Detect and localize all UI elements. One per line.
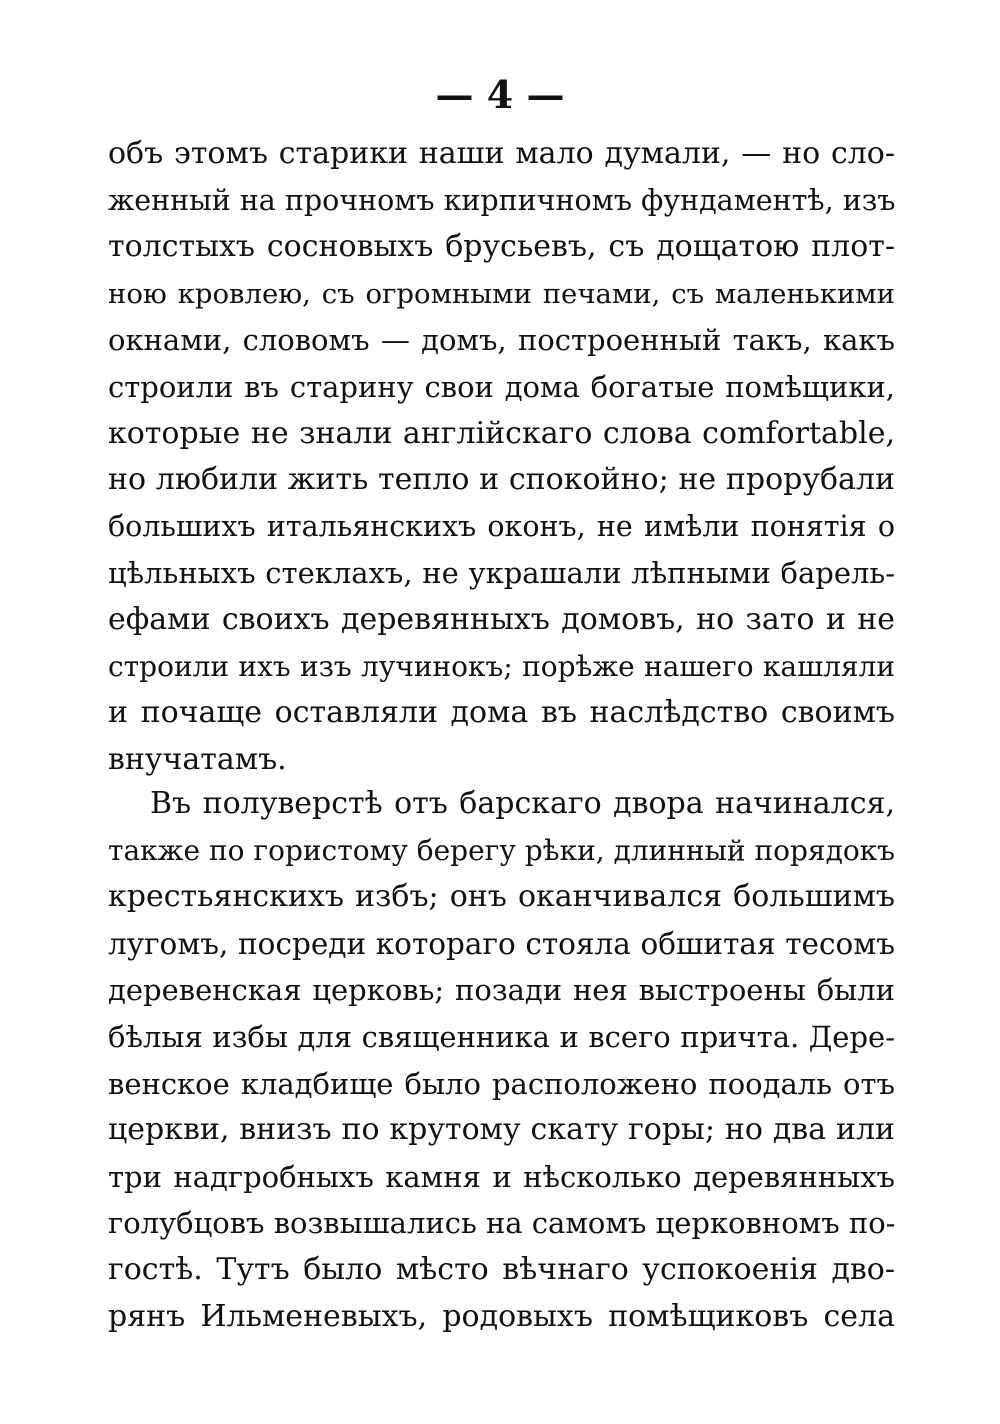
text-line: крестьянскихъ избъ; онъ оканчивался большимъ — [108, 879, 895, 915]
text-line: бѣлыя избы для священника и всего причта. Дере- — [108, 1019, 895, 1054]
text-line: окнами, словомъ — домъ, построенный такъ, какъ — [108, 323, 895, 358]
text-line: которые не знали англійскаго слова comfortable, — [108, 415, 895, 451]
text-line: ною кровлею, съ огромными печами, съ маленькими — [108, 277, 895, 310]
text-line: цѣльныхъ стеклахъ, не украшали лѣпными барель- — [108, 556, 895, 591]
paragraph-1 — [108, 131, 895, 783]
text-line: гостѣ. Тутъ было мѣсто вѣчнаго успокоенія дво- — [108, 1251, 895, 1287]
text-line: голубцовъ возвышались на самомъ церковномъ по- — [108, 1206, 895, 1241]
text-line: внучатамъ. — [108, 741, 287, 777]
text-line: три надгробныхъ камня и нѣсколько деревянныхъ — [108, 1159, 895, 1194]
paragraph-2 — [108, 781, 895, 1340]
text-line: толстыхъ сосновыхъ брусьевъ, съ дощатою плот- — [108, 229, 895, 265]
text-line: венское кладбище было расположено поодаль отъ — [108, 1066, 895, 1101]
text-line: также по гористому берегу рѣки, длинный порядокъ — [108, 833, 895, 867]
text-line: рянъ Ильменевыхъ, родовыхъ помѣщиковъ села — [108, 1298, 895, 1334]
text-line: лугомъ, посреди котораго стояла обшитая тесомъ — [108, 926, 895, 961]
text-line: церкви, внизъ по крутому скату горы; но два или — [108, 1112, 895, 1148]
text-line: строили въ старину свои дома богатые помѣщики, — [108, 369, 895, 404]
page-number: — 4 — — [435, 72, 565, 117]
text-line: но любили жить тепло и спокойно; не прорубали — [108, 462, 895, 498]
text-line: и почаще оставляли дома въ наслѣдство своимъ — [108, 695, 895, 731]
text-line: объ этомъ старики наши мало думали, — но сло- — [108, 136, 895, 171]
text-line: женный на прочномъ кирпичномъ фундаментѣ, изъ — [108, 183, 895, 217]
text-line: деревенская церковь; позади нея выстроены были — [108, 973, 895, 1008]
text-line: ефами своихъ деревянныхъ домовъ, но зато и не — [108, 601, 895, 637]
text-line: большихъ итальянскихъ оконъ, не имѣли понятія о — [108, 509, 895, 543]
text-line: Въ полуверстѣ отъ барскаго двора начинался, — [150, 786, 895, 821]
text-line: строили ихъ изъ лучинокъ; порѣже нашего кашляли — [108, 649, 895, 683]
